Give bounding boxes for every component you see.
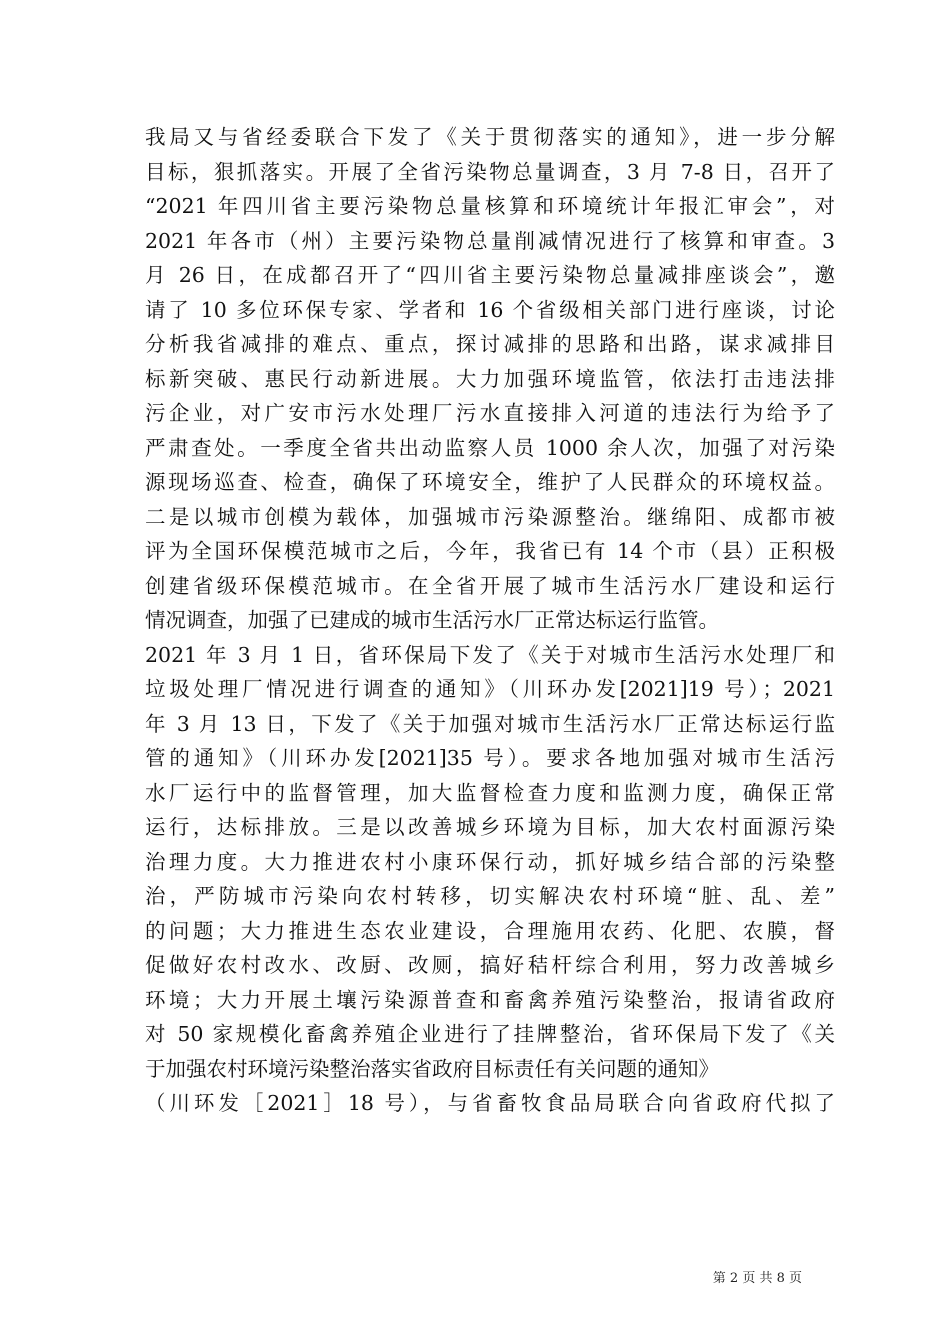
text-line: 污企业，对广安市污水处理厂污水直接排入河道的违法行为给予了 — [145, 401, 835, 425]
text-line: 评为全国环保模范城市之后，今年，我省已有 14 个市（县）正积极 — [145, 539, 835, 563]
text-line: 情况调查，加强了已建成的城市生活污水厂正常达标运行监管。 — [145, 608, 719, 632]
text-line: 请了 10 多位环保专家、学者和 16 个省级相关部门进行座谈，讨论 — [145, 297, 835, 322]
text-line: 于加强农村环境污染整治落实省政府目标责任有关问题的通知》 — [145, 1056, 719, 1081]
text-line: 运行，达标排放。三是以改善城乡环境为目标，加大农村面源污染 — [145, 815, 835, 839]
text-line: 严肃查处。一季度全省共出动监察人员 1000 余人次，加强了对污染 — [145, 435, 835, 460]
text-line: 促做好农村改水、改厨、改厕，搞好秸杆综合利用，努力改善城乡 — [145, 953, 835, 977]
text-line: 目标，狠抓落实。开展了全省污染物总量调查，3 月 7-8 日，召开了 — [145, 159, 835, 184]
text-line: 2021 年 3 月 1 日，省环保局下发了《关于对城市生活污水处理厂和 — [145, 642, 835, 667]
text-line: （川环发［2021］18 号），与省畜牧食品局联合向省政府代拟了 — [145, 1091, 835, 1115]
text-line: 分析我省减排的难点、重点，探讨减排的思路和出路，谋求减排目 — [145, 332, 835, 356]
text-line: 治理力度。大力推进农村小康环保行动，抓好城乡结合部的污染整 — [145, 849, 835, 874]
text-line: “2021 年四川省主要污染物总量核算和环境统计年报汇审会”，对 — [145, 194, 835, 218]
text-line: 管的通知》（川环办发[2021]35 号）。要求各地加强对城市生活污 — [145, 746, 835, 770]
text-line: 水厂运行中的监督管理，加大监督检查力度和监测力度，确保正常 — [145, 780, 835, 805]
page-number-footer: 第 2 页 共 8 页 — [712, 1271, 802, 1286]
text-line: 二是以城市创模为载体，加强城市污染源整治。继绵阳、成都市被 — [145, 504, 835, 529]
text-line: 对 50 家规模化畜禽养殖企业进行了挂牌整治，省环保局下发了《关 — [145, 1022, 835, 1046]
text-line: 月 26 日，在成都召开了“四川省主要污染物总量减排座谈会”，邀 — [145, 263, 835, 287]
text-line: 源现场巡查、检查，确保了环境安全，维护了人民群众的环境权益。 — [145, 470, 835, 494]
body-text — [145, 120, 835, 1121]
text-line: 标新突破、惠民行动新进展。大力加强环境监管，依法打击违法排 — [145, 366, 835, 391]
text-line: 治，严防城市污染向农村转移，切实解决农村环境“脏、乱、差” — [145, 884, 835, 908]
text-line: 年 3 月 13 日，下发了《关于加强对城市生活污水厂正常达标运行监 — [145, 711, 835, 736]
text-line: 我局又与省经委联合下发了《关于贯彻落实的通知》，进一步分解 — [145, 125, 835, 149]
text-line: 创建省级环保模范城市。在全省开展了城市生活污水厂建设和运行 — [145, 573, 835, 598]
text-line: 的问题；大力推进生态农业建设，合理施用农药、化肥、农膜，督 — [145, 918, 835, 943]
text-line: 垃圾处理厂情况进行调查的通知》（川环办发[2021]19 号）；2021 — [145, 677, 835, 701]
text-line: 2021 年各市（州）主要污染物总量削减情况进行了核算和审查。3 — [145, 228, 835, 253]
text-line: 环境；大力开展土壤污染源普查和畜禽养殖污染整治，报请省政府 — [145, 987, 835, 1012]
